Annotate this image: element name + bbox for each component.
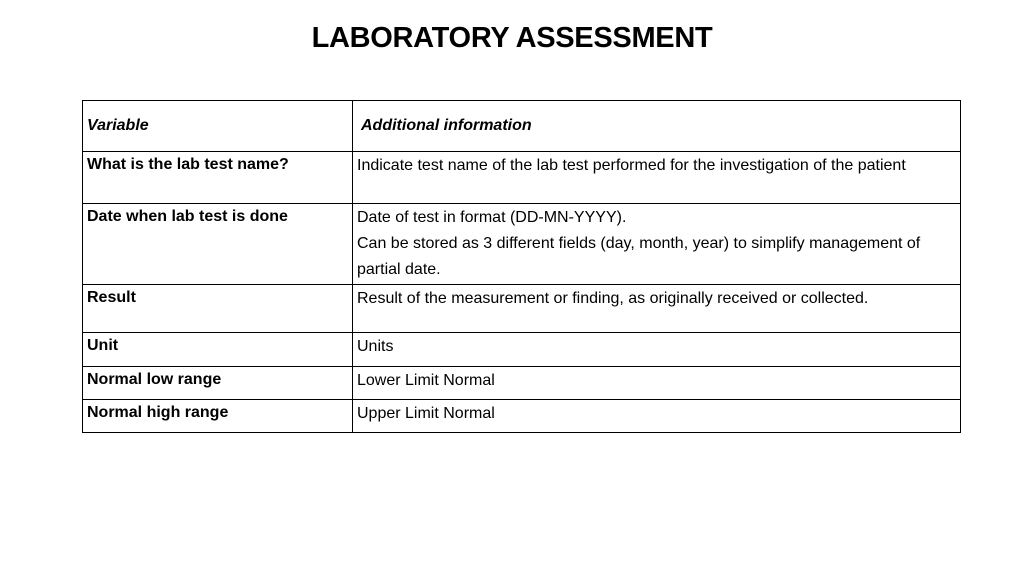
info-cell	[353, 204, 961, 285]
info-text: Indicate test name of the lab test performed for the investigation of the patient	[357, 157, 906, 174]
info-cell	[353, 367, 961, 400]
info-text: Date of test in format (DD-MN-YYYY).	[357, 209, 627, 226]
table-row	[83, 333, 961, 367]
variable-name: Normal low range	[87, 371, 222, 388]
variable-cell	[83, 152, 353, 204]
table-row	[83, 285, 961, 333]
variable-name: Date when lab test is done	[87, 208, 288, 225]
table-row	[83, 204, 961, 285]
variable-cell	[83, 333, 353, 367]
table-row	[83, 400, 961, 433]
variable-cell	[83, 285, 353, 333]
info-text: Can be stored as 3 different fields (day, month, year) to simplify management of partial date.	[357, 235, 921, 278]
column-header-additional-information: Additional information	[353, 101, 961, 152]
lab-assessment-table	[82, 100, 961, 433]
variable-name: Result	[87, 289, 136, 306]
lab-assessment-table-container	[82, 100, 960, 433]
variable-name: Unit	[87, 337, 119, 354]
table-row	[83, 152, 961, 204]
page-title: LABORATORY ASSESSMENT	[311, 22, 713, 54]
info-text: Units	[357, 338, 394, 355]
table-row	[83, 367, 961, 400]
variable-cell	[83, 367, 353, 400]
info-cell	[353, 285, 961, 333]
variable-name: Normal high range	[87, 404, 229, 421]
variable-name: What is the lab test name?	[87, 156, 289, 173]
info-text: Result of the measurement or finding, as originally received or collected.	[357, 290, 869, 307]
info-cell	[353, 152, 961, 204]
info-cell	[353, 400, 961, 433]
column-header-variable: Variable	[83, 101, 353, 152]
table-header-row	[83, 101, 961, 152]
info-text: Lower Limit Normal	[357, 372, 495, 389]
variable-cell	[83, 400, 353, 433]
variable-cell	[83, 204, 353, 285]
info-text: Upper Limit Normal	[357, 405, 495, 422]
info-cell	[353, 333, 961, 367]
